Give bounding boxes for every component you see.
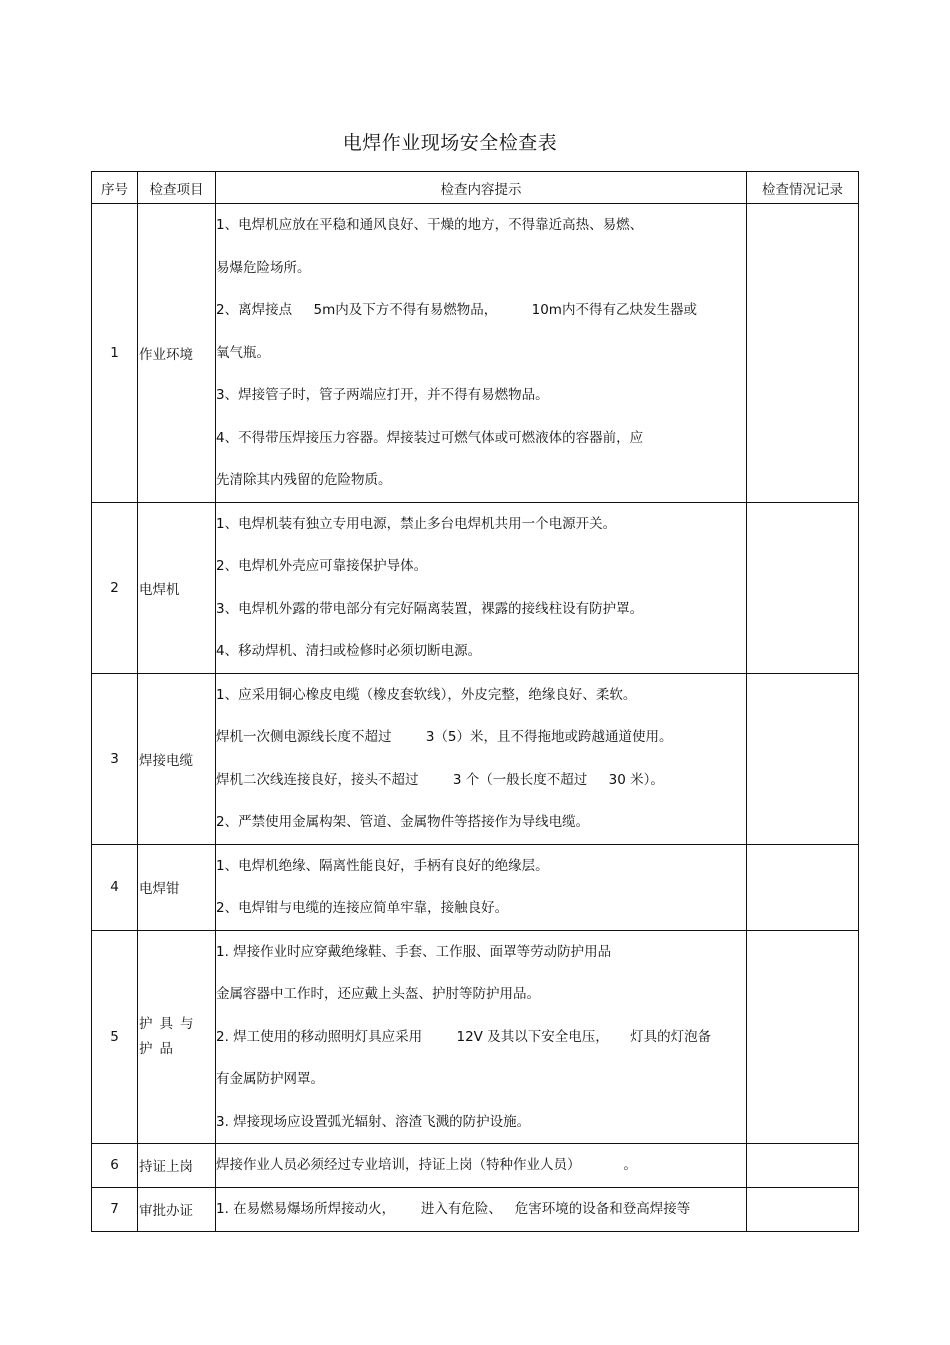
row-number: 3: [92, 673, 138, 844]
check-content: [216, 1187, 747, 1231]
row-number: 5: [92, 930, 138, 1144]
content-line: 2. 焊工使用的移动照明灯具应采用 12V 及其以下安全电压， 灯具的灯泡备: [216, 1028, 712, 1045]
check-record-cell[interactable]: [747, 673, 859, 844]
row-number: 1: [92, 204, 138, 503]
header-no: 序号: [92, 172, 138, 204]
content-line: 焊机二次线连接良好，接头不超过 3 个（一般长度不超过 30 米）。: [216, 771, 664, 788]
check-item: 电焊钳: [138, 844, 216, 930]
check-content: [216, 502, 747, 673]
content-line: 1、电焊机绝缘、隔离性能良好，手柄有良好的绝缘层。: [216, 857, 549, 874]
check-record-cell[interactable]: [747, 1187, 859, 1231]
row-number: 7: [92, 1187, 138, 1231]
header-item: 检查项目: [138, 172, 216, 204]
check-content: [216, 204, 747, 503]
check-record-cell[interactable]: [747, 502, 859, 673]
check-content: [216, 930, 747, 1144]
check-item: 持证上岗: [138, 1144, 216, 1188]
check-content: [216, 844, 747, 930]
header-content: 检查内容提示: [216, 172, 747, 204]
table-row: [92, 1187, 859, 1231]
check-record-cell[interactable]: [747, 204, 859, 503]
content-line: 金属容器中工作时，还应戴上头盔、护肘等防护用品。: [216, 986, 540, 1002]
row-number: 2: [92, 502, 138, 673]
content-line: 先清除其内残留的危险物质。: [216, 472, 392, 488]
table-header-row: [92, 172, 859, 204]
check-item: 审批办证: [138, 1187, 216, 1231]
content-line: 氧气瓶。: [216, 344, 270, 361]
check-record-cell[interactable]: [747, 844, 859, 930]
check-content: [216, 1144, 747, 1188]
content-line: 焊机一次侧电源线长度不超过 3（5）米，且不得拖地或跨越通道使用。: [216, 729, 673, 745]
table-row: [92, 1144, 859, 1188]
check-record-cell[interactable]: [747, 930, 859, 1144]
content-line: 有金属防护网罩。: [216, 1071, 324, 1087]
content-line: 3、焊接管子时，管子两端应打开，并不得有易燃物品。: [216, 387, 549, 403]
content-line: 1、应采用铜心橡皮电缆（橡皮套软线），外皮完整，绝缘良好、柔软。: [216, 686, 637, 703]
header-record: 检查情况记录: [747, 172, 859, 204]
content-line: 2、离焊接点 5m内及下方不得有易燃物品， 10m内不得有乙炔发生器或: [216, 302, 697, 318]
table-row: [92, 844, 859, 930]
check-record-cell[interactable]: [747, 1144, 859, 1188]
inspection-table: [91, 171, 859, 1232]
content-line: 1. 焊接作业时应穿戴绝缘鞋、手套、工作服、面罩等劳动防护用品: [216, 943, 612, 960]
content-line: 1、电焊机应放在平稳和通风良好、干燥的地方，不得靠近高热、易燃、: [216, 217, 644, 233]
content-line: 2、严禁使用金属构架、管道、金属物件等搭接作为导线电缆。: [216, 814, 590, 830]
check-item: 焊接电缆: [138, 673, 216, 844]
table-row: [92, 930, 859, 1144]
row-number: 6: [92, 1144, 138, 1188]
check-item: 护具与护品: [138, 930, 216, 1144]
content-line: 1. 在易燃易爆场所焊接动火， 进入有危险、 危害环境的设备和登高焊接等: [216, 1200, 691, 1217]
content-line: 1、电焊机装有独立专用电源，禁止多台电焊机共用一个电源开关。: [216, 515, 617, 532]
check-item: 电焊机: [138, 502, 216, 673]
row-number: 4: [92, 844, 138, 930]
content-line: 2、电焊机外壳应可靠接保护导体。: [216, 558, 428, 574]
content-line: 易爆危险场所。: [216, 259, 311, 276]
page-title: 电焊作业现场安全检查表: [342, 132, 558, 154]
check-content: [216, 673, 747, 844]
table-row: [92, 204, 859, 503]
table-row: [92, 502, 859, 673]
table-row: [92, 673, 859, 844]
content-line: 3. 焊接现场应设置弧光辐射、溶渣飞溅的防护设施。: [216, 1113, 531, 1130]
content-line: 3、电焊机外露的带电部分有完好隔离装置，裸露的接线柱设有防护罩。: [216, 600, 644, 617]
content-line: 4、不得带压焊接压力容器。焊接装过可燃气体或可燃液体的容器前，应: [216, 429, 644, 446]
content-line: 2、电焊钳与电缆的连接应简单牢靠，接触良好。: [216, 900, 509, 916]
check-item: 作业环境: [138, 204, 216, 503]
table-body: [92, 204, 859, 1232]
content-line: 焊接作业人员必须经过专业培训，持证上岗（特种作业人员） 。: [216, 1157, 637, 1173]
content-line: 4、移动焊机、清扫或检修时必须切断电源。: [216, 643, 482, 659]
